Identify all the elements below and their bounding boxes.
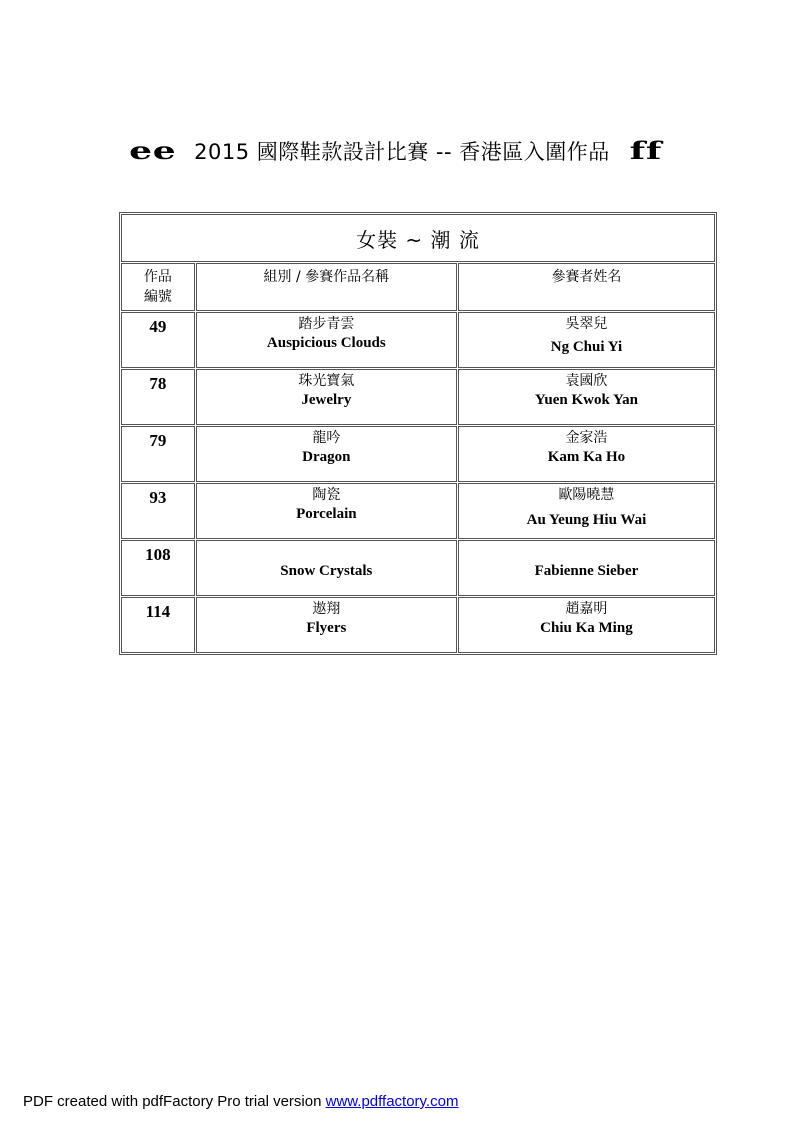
decorative-left-glyphs: ee	[129, 136, 177, 165]
table-row	[121, 597, 715, 653]
work-title-en: Flyers	[306, 620, 347, 636]
column-header-row	[121, 263, 715, 311]
entrant-name-zh: 袁國欣	[565, 373, 608, 389]
entrant-name-zh: 金家浩	[565, 430, 608, 446]
section-title: 女裝 ~ 潮 流	[121, 214, 715, 262]
work-title-zh: 珠光寶氣	[298, 373, 355, 389]
work-title-zh: 陶瓷	[312, 487, 341, 503]
entrant-cell	[458, 312, 715, 368]
page-title	[0, 136, 794, 166]
work-title-zh: 遨翔	[312, 601, 341, 617]
work-cell	[196, 597, 457, 653]
work-title-zh: 踏步青雲	[298, 316, 355, 332]
pdf-footer	[23, 1093, 458, 1110]
work-cell	[196, 540, 457, 596]
title-text: 2015 國際鞋款設計比賽 -- 香港區入圍作品	[194, 140, 610, 164]
table-row	[121, 540, 715, 596]
table-row	[121, 312, 715, 368]
column-header-number: 作品 編號	[121, 263, 195, 311]
work-cell	[196, 312, 457, 368]
entry-number: 108	[121, 540, 195, 596]
work-title-en: Auspicious Clouds	[266, 335, 386, 351]
column-header-work: 組別 / 參賽作品名稱	[196, 263, 457, 311]
entrant-cell	[458, 540, 715, 596]
table-row	[121, 426, 715, 482]
work-cell	[196, 483, 457, 539]
entrant-name-en: Au Yeung Hiu Wai	[526, 512, 647, 528]
entrant-name-en: Ng Chui Yi	[550, 339, 623, 355]
column-header-entrant: 參賽者姓名	[458, 263, 715, 311]
entrant-cell	[458, 369, 715, 425]
decorative-right-glyphs: ff	[629, 136, 663, 165]
entrant-name-zh: 歐陽曉慧	[558, 487, 615, 503]
section-header-row	[121, 214, 715, 262]
entrant-name-en: Chiu Ka Ming	[540, 620, 633, 636]
work-title-en: Jewelry	[301, 392, 352, 408]
work-title-en: Dragon	[302, 449, 351, 465]
table-row	[121, 369, 715, 425]
work-title-en: Porcelain	[296, 506, 357, 522]
entrant-cell	[458, 597, 715, 653]
entry-number: 78	[121, 369, 195, 425]
entry-number: 49	[121, 312, 195, 368]
work-cell	[196, 426, 457, 482]
entrant-name-zh: 吳翠兒	[565, 316, 608, 332]
entrant-name-en: Kam Ka Ho	[547, 449, 626, 465]
work-title-zh: 龍吟	[312, 430, 341, 446]
work-cell	[196, 369, 457, 425]
table-row	[121, 483, 715, 539]
entry-number: 79	[121, 426, 195, 482]
work-title-en: Snow Crystals	[280, 563, 373, 579]
entrant-name-en: Fabienne Sieber	[534, 563, 639, 579]
entrant-cell	[458, 426, 715, 482]
entry-number: 93	[121, 483, 195, 539]
entrant-name-zh: 趙嘉明	[565, 601, 608, 617]
entrant-cell	[458, 483, 715, 539]
entrant-name-en: Yuen Kwok Yan	[534, 392, 638, 408]
entries-table	[119, 212, 717, 655]
pdffactory-link[interactable]: www.pdffactory.com	[325, 1093, 459, 1110]
entry-number: 114	[121, 597, 195, 653]
footer-text: PDF created with pdfFactory Pro trial version	[23, 1093, 326, 1110]
